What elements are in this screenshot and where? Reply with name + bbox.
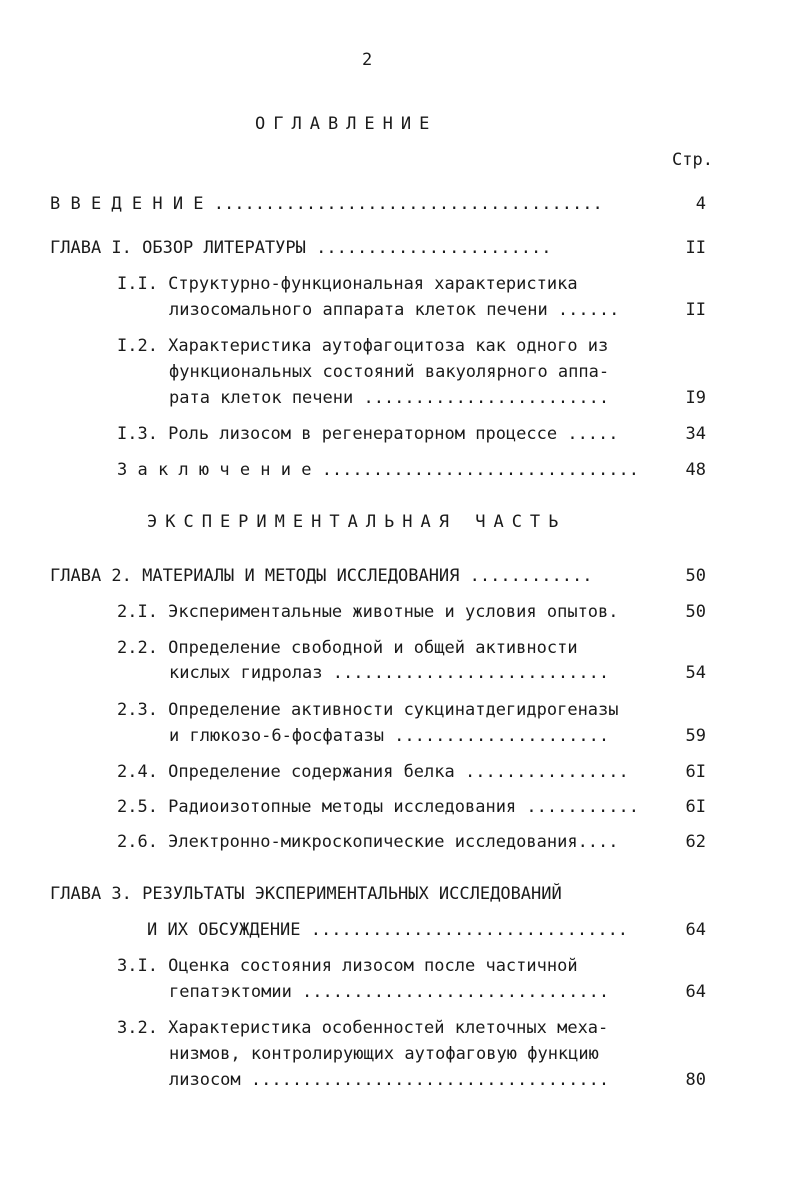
toc-entry-2-1: 2.I. Экспериментальные животные и условия опытов. (117, 602, 619, 622)
toc-entry-1-2-line3: рата клеток печени ........................ (169, 388, 610, 408)
toc-entry-conclusion: З а к л ю ч е н и е ............................... (117, 460, 639, 480)
toc-page-2-6: 62 (685, 832, 706, 852)
toc-page-chapter-1: II (685, 238, 706, 258)
toc-page-3-1: 64 (685, 982, 706, 1002)
toc-page-2-3: 59 (685, 726, 706, 746)
toc-entry-1-1-line2: лизосомального аппарата клеток печени ...... (169, 300, 620, 320)
toc-entry-1-3: I.3. Роль лизосом в регенераторном процессе ..... (117, 424, 619, 444)
toc-entry-chapter-2: ГЛАВА 2. МАТЕРИАЛЫ И МЕТОДЫ ИССЛЕДОВАНИЯ ............ (50, 566, 593, 586)
toc-page-2-1: 50 (685, 602, 706, 622)
toc-entry-2-5: 2.5. Радиоизотопные методы исследования ........... (117, 797, 639, 817)
toc-page-chapter-3: 64 (685, 920, 706, 940)
toc-entry-intro: В В Е Д Е Н И Е ...................................... (50, 194, 603, 214)
toc-title: ОГЛАВЛЕНИЕ (255, 114, 438, 134)
toc-entry-3-2-line2: низмов, контролирующих аутофаговую функцию (169, 1044, 599, 1064)
toc-page-1-3: 34 (685, 424, 706, 444)
page-column-label: Стр. (672, 150, 713, 170)
toc-page-2-5: 6I (685, 797, 706, 817)
toc-entry-3-1-line2: гепатэктомии .............................. (169, 982, 610, 1002)
toc-entry-3-2-line1: 3.2. Характеристика особенностей клеточных меха- (117, 1018, 609, 1038)
toc-page-1-2: I9 (685, 388, 706, 408)
toc-entry-2-3-line2: и глюкозо-6-фосфатазы ..................... (169, 726, 610, 746)
section-heading-experimental: ЭКСПЕРИМЕНТАЛЬНАЯ ЧАСТЬ (147, 512, 567, 532)
toc-entry-chapter-1: ГЛАВА I. ОБЗОР ЛИТЕРАТУРЫ ....................... (50, 238, 552, 258)
toc-page-intro: 4 (695, 194, 706, 214)
toc-entry-2-4: 2.4. Определение содержания белка ................ (117, 762, 629, 782)
toc-page-2-4: 6I (685, 762, 706, 782)
toc-page-3-2: 80 (685, 1070, 706, 1090)
toc-entry-3-1-line1: 3.I. Оценка состояния лизосом после частичной (117, 956, 578, 976)
toc-entry-2-2-line2: кислых гидролаз ........................... (169, 663, 610, 683)
toc-entry-2-3-line1: 2.3. Определение активности сукцинатдегидрогеназы (117, 700, 619, 720)
toc-entry-2-6: 2.6. Электронно-микроскопические исследования.... (117, 832, 619, 852)
toc-page-1-1: II (685, 300, 706, 320)
toc-entry-2-2-line1: 2.2. Определение свободной и общей активности (117, 638, 578, 658)
toc-entry-chapter-3-line1: ГЛАВА 3. РЕЗУЛЬТАТЫ ЭКСПЕРИМЕНТАЛЬНЫХ ИССЛЕДОВАНИЙ (50, 884, 562, 904)
toc-entry-chapter-3-line2: И ИХ ОБСУЖДЕНИЕ ............................... (147, 920, 629, 940)
toc-entry-1-2-line2: функциональных состояний вакуолярного аппа- (169, 362, 610, 382)
toc-entry-3-2-line3: лизосом ................................... (169, 1070, 610, 1090)
page-number: 2 (362, 50, 373, 70)
toc-page-2-2: 54 (685, 663, 706, 683)
toc-page-conclusion: 48 (685, 460, 706, 480)
toc-entry-1-1-line1: I.I. Структурно-функциональная характеристика (117, 274, 578, 294)
toc-page-chapter-2: 50 (685, 566, 706, 586)
toc-entry-1-2-line1: I.2. Характеристика аутофагоцитоза как одного из (117, 336, 609, 356)
